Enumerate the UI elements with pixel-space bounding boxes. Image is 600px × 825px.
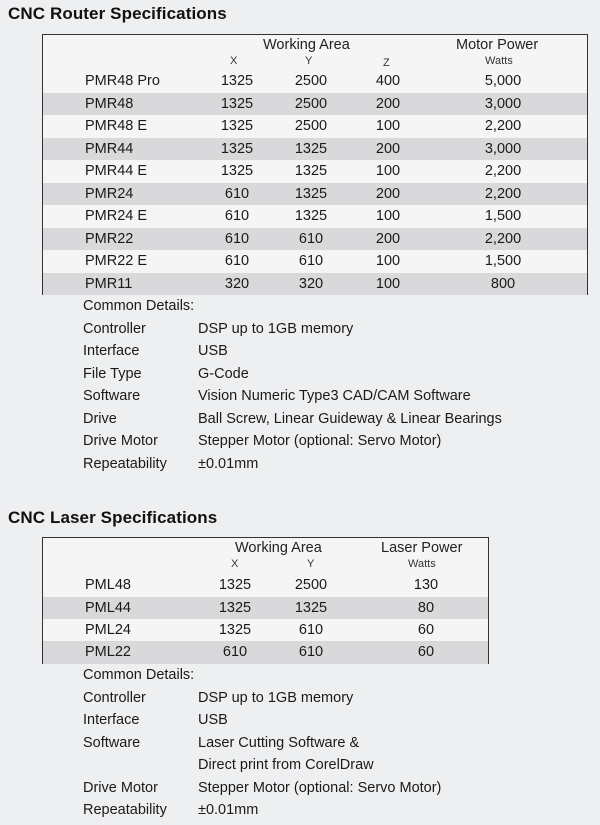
z-cell: 200	[375, 95, 401, 112]
y-cell: 610	[298, 644, 324, 660]
x-cell: 1325	[220, 118, 254, 134]
y-cell: 610	[298, 622, 324, 638]
power-cell: 2,200	[484, 118, 522, 134]
laser-power-header: Laser Power	[381, 540, 463, 556]
detail-value: G-Code	[198, 365, 249, 382]
table-row	[43, 273, 587, 296]
model-cell: PMR44	[85, 140, 134, 157]
model-cell: PML48	[85, 577, 131, 593]
y-cell: 1325	[294, 208, 328, 224]
y-cell: 610	[298, 230, 324, 247]
detail-value: Stepper Motor (optional: Servo Motor)	[198, 433, 442, 449]
model-cell: PMR24	[85, 185, 134, 202]
z-cell: 100	[375, 253, 401, 269]
laser-spec-table	[42, 537, 489, 664]
detail-value: Vision Numeric Type3 CAD/CAM Software	[198, 388, 471, 404]
y-cell: 1325	[294, 185, 328, 202]
x-cell: 1325	[218, 622, 252, 638]
power-cell: 130	[413, 577, 439, 593]
detail-label: Drive Motor	[83, 779, 158, 796]
x-cell: 610	[222, 644, 248, 660]
detail-value: DSP up to 1GB memory	[198, 689, 354, 706]
laser-col-watts: Watts	[408, 558, 436, 570]
table-row	[43, 70, 587, 93]
power-cell: 800	[490, 275, 516, 292]
table-row	[43, 641, 488, 664]
y-cell: 1325	[294, 599, 328, 616]
y-cell: 1325	[294, 140, 328, 157]
detail-value-continued: Direct print from CorelDraw	[198, 757, 374, 773]
detail-value: Ball Screw, Linear Guideway & Linear Bearings	[198, 410, 502, 427]
router-col-z: Z	[383, 57, 390, 69]
y-cell: 1325	[294, 163, 328, 179]
detail-value: ±0.01mm	[198, 802, 259, 818]
detail-label: Software	[83, 388, 141, 404]
z-cell: 100	[375, 275, 401, 292]
table-row	[43, 160, 587, 183]
laser-col-y: Y	[307, 558, 315, 570]
power-cell: 2,200	[484, 230, 522, 247]
z-cell: 400	[375, 73, 401, 89]
model-cell: PMR22 E	[85, 253, 148, 269]
detail-label: Repeatability	[83, 802, 167, 818]
detail-value: Stepper Motor (optional: Servo Motor)	[198, 779, 442, 796]
power-cell: 2,200	[484, 185, 522, 202]
x-cell: 1325	[218, 599, 252, 616]
detail-label: Controller	[83, 320, 146, 337]
z-cell: 200	[375, 140, 401, 157]
model-cell: PMR24 E	[85, 208, 148, 224]
z-cell: 200	[375, 185, 401, 202]
router-common-details-title: Common Details:	[83, 298, 195, 314]
y-cell: 2500	[294, 577, 328, 593]
z-cell: 100	[375, 163, 401, 179]
detail-label: File Type	[83, 365, 142, 382]
router-col-y: Y	[305, 55, 313, 67]
detail-label: Interface	[83, 343, 140, 359]
power-cell: 5,000	[484, 73, 522, 89]
detail-label: Interface	[83, 712, 140, 728]
model-cell: PML24	[85, 622, 131, 638]
router-spec-table	[42, 34, 588, 295]
x-cell: 1325	[218, 577, 252, 593]
model-cell: PMR22	[85, 230, 134, 247]
detail-value: ±0.01mm	[198, 455, 259, 472]
router-working-area-header: Working Area	[263, 37, 350, 53]
table-row	[43, 228, 587, 251]
detail-label: Drive	[83, 410, 117, 427]
y-cell: 320	[298, 275, 324, 292]
power-cell: 1,500	[484, 253, 522, 269]
z-cell: 100	[375, 208, 401, 224]
power-cell: 60	[417, 622, 435, 638]
x-cell: 1325	[220, 140, 254, 157]
power-cell: 3,000	[484, 95, 522, 112]
laser-common-details-title: Common Details:	[83, 667, 195, 683]
y-cell: 610	[298, 253, 324, 269]
router-col-x: X	[230, 55, 238, 67]
x-cell: 1325	[220, 163, 254, 179]
router-motor-power-header: Motor Power	[456, 37, 539, 53]
y-cell: 2500	[294, 73, 328, 89]
z-cell: 100	[375, 118, 401, 134]
table-row	[43, 115, 587, 138]
model-cell: PMR11	[85, 275, 133, 292]
x-cell: 1325	[220, 73, 254, 89]
detail-label: Controller	[83, 689, 146, 706]
x-cell: 610	[224, 185, 250, 202]
laser-section-title: CNC Laser Specifications	[8, 508, 218, 527]
model-cell: PMR48 E	[85, 118, 148, 134]
x-cell: 1325	[220, 95, 254, 112]
x-cell: 320	[224, 275, 250, 292]
detail-label: Drive Motor	[83, 433, 158, 449]
model-cell: PML44	[85, 599, 131, 616]
router-section-title: CNC Router Specifications	[8, 4, 227, 23]
detail-value: Laser Cutting Software &	[198, 734, 360, 751]
power-cell: 80	[417, 599, 435, 616]
model-cell: PMR48 Pro	[85, 73, 160, 89]
table-row	[43, 597, 488, 620]
table-row	[43, 250, 587, 273]
router-col-watts: Watts	[485, 55, 513, 67]
detail-label: Repeatability	[83, 455, 167, 472]
table-row	[43, 574, 488, 597]
laser-working-area-header: Working Area	[235, 540, 322, 556]
table-row	[43, 138, 587, 161]
z-cell: 200	[375, 230, 401, 247]
model-cell: PMR48	[85, 95, 134, 112]
table-row	[43, 183, 587, 206]
detail-value: USB	[198, 712, 228, 728]
power-cell: 2,200	[484, 163, 522, 179]
laser-col-x: X	[231, 558, 239, 570]
y-cell: 2500	[294, 118, 328, 134]
detail-label: Software	[83, 734, 141, 751]
model-cell: PML22	[85, 644, 131, 660]
x-cell: 610	[224, 230, 250, 247]
power-cell: 3,000	[484, 140, 522, 157]
detail-value: USB	[198, 343, 228, 359]
x-cell: 610	[224, 253, 250, 269]
table-row	[43, 93, 587, 116]
power-cell: 60	[417, 644, 435, 660]
y-cell: 2500	[294, 95, 328, 112]
detail-value: DSP up to 1GB memory	[198, 320, 354, 337]
power-cell: 1,500	[484, 208, 522, 224]
table-row	[43, 619, 488, 642]
model-cell: PMR44 E	[85, 163, 148, 179]
x-cell: 610	[224, 208, 250, 224]
table-row	[43, 205, 587, 228]
